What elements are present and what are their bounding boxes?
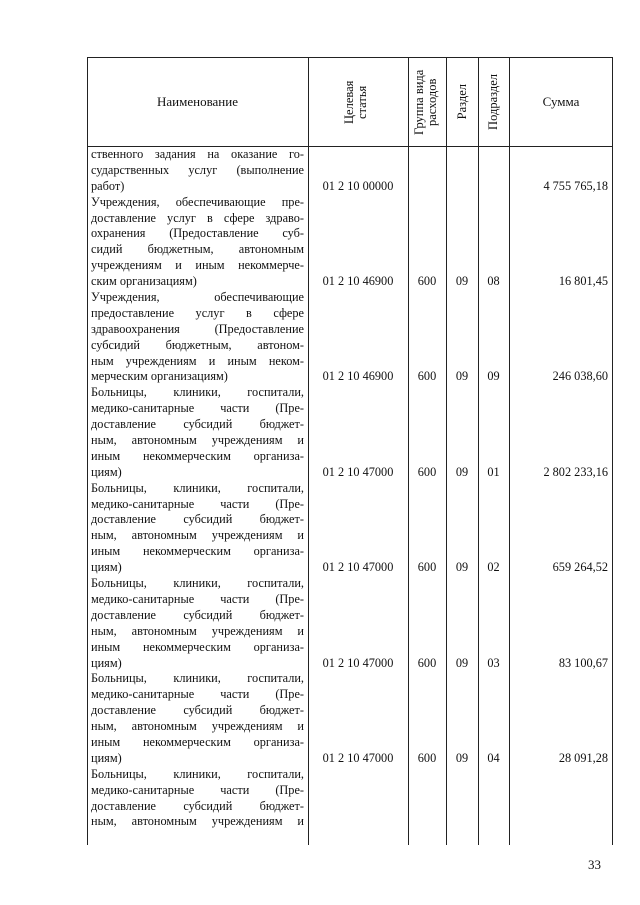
row-name [87,576,308,671]
table-row [87,767,613,831]
row-name-line: иным некоммерческим организа- [91,734,304,749]
row-name-line: охранения (Предоставление суб- [91,226,304,241]
row-sum: 83 100,67 [558,655,608,670]
row-sum: 2 802 233,16 [543,464,608,479]
row-subsection: 08 [487,274,500,289]
row-name-line: доставление субсидий бюджет- [91,512,304,527]
row-target-article: 01 2 10 47000 [322,464,394,479]
header-target-article [308,57,408,146]
row-name [87,290,308,385]
row-section: 09 [455,274,469,289]
row-sum [509,814,608,830]
table-row [87,195,613,290]
row-name-line: ным, автономным учреждениям и [91,814,304,829]
header-sum: Сумма [542,93,580,109]
row-subsection: 02 [487,560,500,575]
row-name [87,671,308,766]
row-sum: 28 091,28 [558,750,608,765]
row-expense-group: 600 [417,274,437,289]
row-name-line: циям) [91,464,122,479]
row-name-line: ным, автономным учреждениям и [91,719,304,734]
row-name-line: субсидий бюджетным, автоном- [91,337,304,352]
row-name-line: Больницы, клиники, госпитали, [91,385,304,400]
row-name-line: Больницы, клиники, госпитали, [91,576,304,591]
row-section: 09 [455,560,469,575]
table-row [87,290,613,385]
row-sum: 16 801,45 [558,274,608,289]
row-name-line: ским организациям) [91,274,197,289]
row-name-line: циям) [91,560,122,575]
row-name-line: Учреждения, обеспечивающие [91,290,304,305]
row-name [87,147,308,195]
row-section [446,814,478,830]
row-name-line: иным некоммерческим организа- [91,448,304,463]
row-name-line: ным, автономным учреждениям и [91,623,304,638]
row-target-article: 01 2 10 00000 [322,178,394,193]
row-target-article: 01 2 10 47000 [322,560,394,575]
row-name-line: сидий бюджетным, автономным [91,242,304,257]
row-section: 09 [455,464,469,479]
row-name-line: учреждениям и иным некоммерче- [91,258,304,273]
row-section: 09 [455,369,469,384]
row-subsection: 04 [487,750,500,765]
row-name-line: ным, автономным учреждениям и [91,528,304,543]
row-expense-group [408,814,446,830]
row-name-line: предоставление услуг в сфере [91,305,304,320]
row-name [87,385,308,480]
row-name [87,481,308,576]
row-target-article: 01 2 10 46900 [322,369,394,384]
row-name-line: доставление субсидий бюджет- [91,607,304,622]
row-expense-group: 600 [417,655,437,670]
row-target-article [308,814,408,830]
row-subsection: 09 [487,369,500,384]
row-name-line: Больницы, клиники, госпитали, [91,480,304,495]
row-name-line: медико-санитарные части (Пре- [91,591,304,606]
row-section [446,179,478,195]
row-section: 09 [455,655,469,670]
header-subsection-label: Подраздел [486,73,500,130]
row-name-line: ным учреждениям и иным неком- [91,353,304,368]
row-name-line: Больницы, клиники, госпитали, [91,671,304,686]
row-expense-group [408,179,446,195]
row-subsection [478,814,509,830]
row-name-line: медико-санитарные части (Пре- [91,496,304,511]
row-name-line: медико-санитарные части (Пре- [91,401,304,416]
header-section [446,57,478,146]
row-name-line: Больницы, клиники, госпитали, [91,766,304,781]
row-expense-group: 600 [417,369,437,384]
row-name-line: доставление субсидий бюджет- [91,703,304,718]
row-sum: 4 755 765,18 [543,178,608,193]
header-expense-group-label: Группа вида расходов [412,68,439,135]
table-row [87,147,613,195]
row-name-line: доставление услуг в сфере здраво- [91,210,304,225]
row-name-line: медико-санитарные части (Пре- [91,687,304,702]
table-row [87,576,613,671]
row-name-line: ным, автономным учреждениям и [91,433,304,448]
page-number: 33 [588,857,601,872]
row-section: 09 [455,750,469,765]
budget-table [87,57,613,845]
row-target-article: 01 2 10 46900 [322,274,394,289]
row-expense-group: 600 [417,750,437,765]
row-expense-group: 600 [417,560,437,575]
row-name-line: циям) [91,655,122,670]
header-target-article-label: Целевая статья [342,79,369,124]
row-name-line: медико-санитарные части (Пре- [91,782,304,797]
row-sum: 659 264,52 [552,560,608,575]
row-name-line: иным некоммерческим организа- [91,544,304,559]
header-section-label: Раздел [454,83,469,120]
row-name-line: Учреждения, обеспечивающие пре- [91,194,304,209]
row-target-article: 01 2 10 47000 [322,655,394,670]
row-subsection: 01 [487,464,500,479]
header-subsection [478,57,509,146]
row-name-line: мерческим организациям) [91,369,228,384]
row-name-line: работ) [91,178,125,193]
row-name-line: иным некоммерческим организа- [91,639,304,654]
row-subsection [478,179,509,195]
row-name-line: сударственных услуг (выполнение [91,162,304,177]
row-name-line: ственного задания на оказание го- [91,147,304,161]
table-body [87,147,613,830]
row-name-line: циям) [91,750,122,765]
row-name-line: доставление субсидий бюджет- [91,798,304,813]
header-expense-group [408,57,446,146]
table-row [87,481,613,576]
row-name-line: здравоохранения (Предоставление [91,321,304,336]
row-target-article: 01 2 10 47000 [322,750,394,765]
row-name-line: доставление субсидий бюджет- [91,417,304,432]
table-row [87,671,613,766]
header-name: Наименование [157,93,238,109]
row-name [87,195,308,290]
row-expense-group: 600 [417,464,437,479]
row-sum: 246 038,60 [552,369,608,384]
row-name [87,767,308,831]
table-row [87,385,613,480]
row-subsection: 03 [487,655,500,670]
